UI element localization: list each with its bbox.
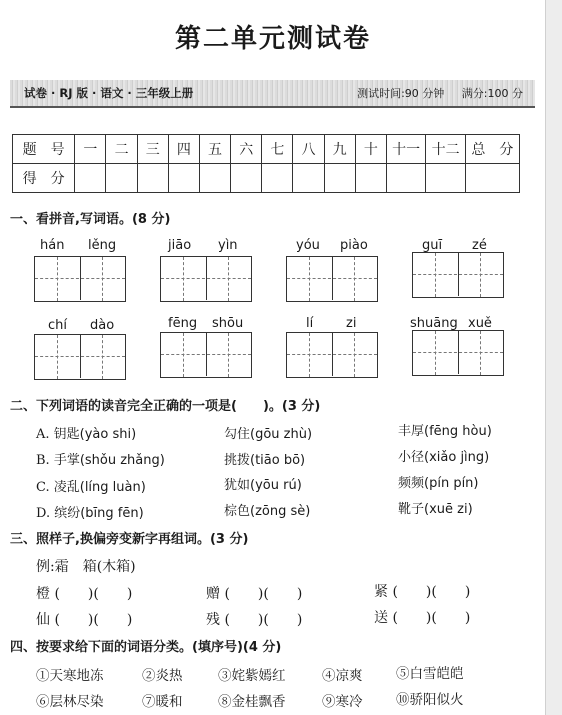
example-line: 例:霜 箱(木箱) <box>36 559 136 575</box>
pinyin-8b: xuě <box>468 316 492 331</box>
word-item: ⑥层林尽染 <box>36 694 104 710</box>
writing-grid[interactable] <box>160 256 252 302</box>
cell-q5: 五 <box>199 135 230 164</box>
word-item: ⑨寒冷 <box>322 694 363 710</box>
score-field[interactable] <box>231 164 262 193</box>
cell-total: 总 分 <box>465 135 519 164</box>
option-item: 靴子(xuē zi) <box>398 502 473 517</box>
word-item: ②炎热 <box>142 668 183 684</box>
section-3-heading: 三、照样子,换偏旁变新字再组词。(3 分) <box>10 532 249 547</box>
exam-meta <box>343 85 523 101</box>
score-field[interactable] <box>199 164 230 193</box>
exam-time: 测试时间:90 分钟 <box>357 87 445 100</box>
cell-q4: 四 <box>168 135 199 164</box>
pinyin-3b: piào <box>340 238 368 253</box>
section-2-heading: 二、下列词语的读音完全正确的一项是( )。(3 分) <box>10 399 321 414</box>
pinyin-6b: shōu <box>212 316 244 331</box>
pinyin-4b: zé <box>472 238 487 253</box>
score-field[interactable] <box>262 164 293 193</box>
cell-q2: 二 <box>106 135 137 164</box>
option-item: 犹如(yōu rú) <box>224 478 302 493</box>
writing-grid[interactable] <box>34 256 126 302</box>
pinyin-5b: dào <box>90 318 115 333</box>
word-item: ③姹紫嫣红 <box>218 668 286 684</box>
cell-q11: 十一 <box>386 135 425 164</box>
score-value-row <box>13 164 520 193</box>
option-item: 频频(pín pín) <box>398 476 479 491</box>
score-field[interactable] <box>426 164 465 193</box>
score-header-row <box>13 135 520 164</box>
pinyin-2b: yìn <box>218 238 238 253</box>
char-item: 紧 ( )( ) <box>374 584 471 600</box>
word-item: ⑩骄阳似火 <box>396 692 464 708</box>
option-item: 勾住(gōu zhù) <box>224 427 313 442</box>
cell-label: 题 号 <box>13 135 75 164</box>
option-item: A. 钥匙(yào shi) <box>36 427 137 442</box>
section-4-heading: 四、按要求给下面的词语分类。(填序号)(4 分) <box>10 640 282 655</box>
writing-grid[interactable] <box>286 256 378 302</box>
option-item: 丰厚(fēng hòu) <box>398 424 492 439</box>
writing-grid[interactable] <box>412 252 504 298</box>
cell-q8: 八 <box>293 135 324 164</box>
pinyin-3a: yóu <box>296 238 320 253</box>
writing-grid[interactable] <box>34 334 126 380</box>
score-field[interactable] <box>355 164 386 193</box>
option-item: C. 凌乱(líng luàn) <box>36 480 146 495</box>
page-edge <box>545 0 562 715</box>
cell-q1: 一 <box>75 135 106 164</box>
char-item: 赠 ( )( ) <box>206 586 303 602</box>
cell-q7: 七 <box>262 135 293 164</box>
cell-q9: 九 <box>324 135 355 164</box>
pinyin-6a: fēng <box>168 316 198 331</box>
char-item: 残 ( )( ) <box>206 612 303 628</box>
char-item: 送 ( )( ) <box>374 610 471 626</box>
header-band <box>10 80 535 108</box>
score-field[interactable] <box>106 164 137 193</box>
pinyin-7b: zi <box>346 316 357 331</box>
pinyin-5a: chí <box>48 318 67 333</box>
option-item: B. 手掌(shǒu zhǎng) <box>36 453 165 468</box>
char-item: 仙 ( )( ) <box>36 612 133 628</box>
writing-grid[interactable] <box>286 332 378 378</box>
pinyin-8a: shuāng <box>410 316 458 331</box>
pinyin-4a: guī <box>422 238 443 253</box>
option-item: 棕色(zōng sè) <box>224 504 311 519</box>
word-item: ⑧金桂飘香 <box>218 694 286 710</box>
score-field[interactable] <box>168 164 199 193</box>
cell-q3: 三 <box>137 135 168 164</box>
score-field[interactable] <box>137 164 168 193</box>
score-field[interactable] <box>75 164 106 193</box>
char-item: 橙 ( )( ) <box>36 586 133 602</box>
option-item: D. 缤纷(bīng fēn) <box>36 506 144 521</box>
option-item: 小径(xiǎo jìng) <box>398 450 490 465</box>
word-item: ④凉爽 <box>322 668 363 684</box>
option-item: 挑拨(tiāo bō) <box>224 453 306 468</box>
score-field[interactable] <box>293 164 324 193</box>
cell-q6: 六 <box>231 135 262 164</box>
pinyin-1a: hán <box>40 238 65 253</box>
score-table <box>12 134 520 193</box>
cell-q12: 十二 <box>426 135 465 164</box>
writing-grid[interactable] <box>412 330 504 376</box>
cell-q10: 十 <box>355 135 386 164</box>
pinyin-1b: lěng <box>88 238 117 253</box>
exam-full-score: 满分:100 分 <box>461 87 523 100</box>
section-1-heading: 一、看拼音,写词语。(8 分) <box>10 212 171 227</box>
pinyin-2a: jiāo <box>168 238 192 253</box>
score-field[interactable] <box>465 164 519 193</box>
word-item: ①天寒地冻 <box>36 668 104 684</box>
word-item: ⑤白雪皑皑 <box>396 666 464 682</box>
page-title: 第二单元测试卷 <box>174 24 371 54</box>
score-field[interactable] <box>324 164 355 193</box>
cell-score-label: 得 分 <box>13 164 75 193</box>
word-item: ⑦暖和 <box>142 694 183 710</box>
exam-info: 试卷 · RJ 版 · 语文 · 三年级上册 <box>24 86 194 100</box>
writing-grid[interactable] <box>160 332 252 378</box>
score-field[interactable] <box>386 164 425 193</box>
pinyin-7a: lí <box>306 316 314 331</box>
